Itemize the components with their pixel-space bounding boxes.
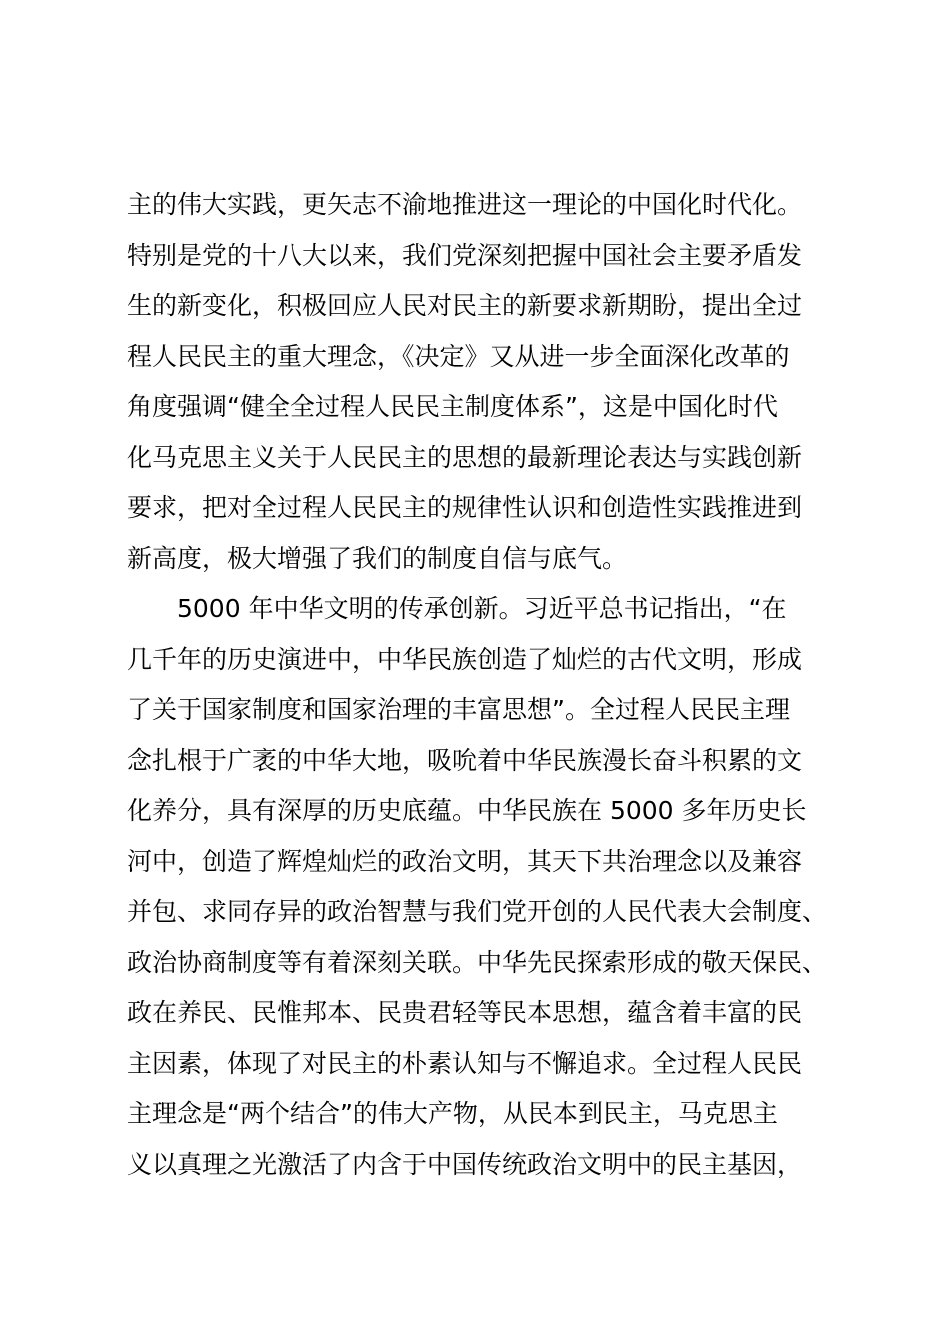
text-line: 主因素，体现了对民主的朴素认知与不懈追求。全过程人民民 bbox=[127, 1048, 803, 1078]
text-line: 生的新变化，积极回应人民对民主的新要求新期盼，提出全过 bbox=[127, 291, 803, 320]
text-line: 特别是党的十八大以来，我们党深刻把握中国社会主要矛盾发 bbox=[127, 240, 803, 270]
text-line: 政在养民、民惟邦本、民贵君轻等民本思想，蕴含着丰富的民 bbox=[127, 998, 803, 1027]
text-line: 要求，把对全过程人民民主的规律性认识和创造性实践推进到 bbox=[127, 493, 803, 522]
text-line: 主理念是“两个结合”的伟大产物，从民本到民主，马克思主 bbox=[127, 1099, 778, 1128]
text-line: 义以真理之光激活了内含于中国传统政治文明中的民主基因， bbox=[127, 1149, 803, 1179]
text-line: 几千年的历史演进中，中华民族创造了灿烂的古代文明，形成 bbox=[127, 644, 803, 674]
text-line: 化马克思主义关于人民民主的思想的最新理论表达与实践创新 bbox=[127, 442, 803, 472]
body-text bbox=[127, 180, 857, 1190]
text-line: 新高度，极大增强了我们的制度自信与底气。 bbox=[127, 543, 628, 573]
text-line: 程人民民主的重大理念，《决定》又从进一步全面深化改革的 bbox=[127, 341, 790, 371]
text-line: 了关于国家制度和国家治理的丰富思想”。全过程人民民主理 bbox=[127, 695, 790, 724]
text-line: 念扎根于广袤的中华大地，吸吮着中华民族漫长奋斗积累的文 bbox=[127, 745, 803, 775]
text-line: 主的伟大实践，更矢志不渝地推进这一理论的中国化时代化。 bbox=[127, 190, 803, 219]
text-line: 化养分，具有深厚的历史底蕴。中华民族在 5000 多年历史长 bbox=[127, 796, 807, 825]
paragraph bbox=[127, 180, 857, 584]
text-line-indented: 5000 年中华文明的传承创新。习近平总书记指出，“在 bbox=[177, 594, 787, 623]
text-line: 政治协商制度等有着深刻关联。中华先民探索形成的敬天保民、 bbox=[127, 947, 828, 977]
text-line: 并包、求同存异的政治智慧与我们党开创的人民代表大会制度、 bbox=[127, 897, 828, 926]
paragraph bbox=[127, 584, 857, 1190]
text-line: 角度强调“健全全过程人民民主制度体系”，这是中国化时代 bbox=[127, 392, 778, 421]
text-line: 河中，创造了辉煌灿烂的政治文明，其天下共治理念以及兼容 bbox=[127, 846, 803, 876]
